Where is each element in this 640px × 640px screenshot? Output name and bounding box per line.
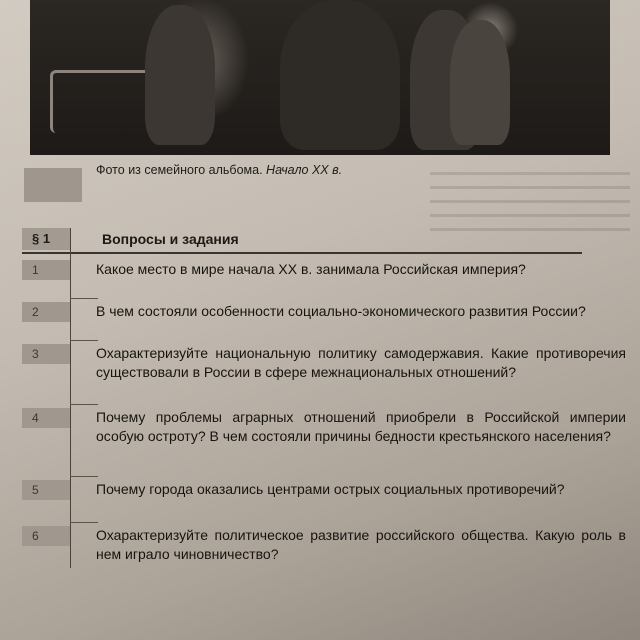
bleed-through-text bbox=[430, 172, 630, 232]
photo-caption bbox=[96, 163, 342, 177]
child-figure-left bbox=[145, 5, 215, 145]
section-number: § 1 bbox=[22, 228, 70, 250]
questions-section bbox=[22, 228, 632, 568]
question-text: Почему города оказались центрами острых социальных противоречий? bbox=[96, 481, 565, 497]
question-number: 2 bbox=[22, 302, 70, 322]
caption-italic: Начало XX в. bbox=[266, 163, 343, 177]
row-separator bbox=[70, 404, 98, 405]
question-text: Почему проблемы аграрных отношений приобрели в Российской империи особую остроту? В чем состояли причины бедности крестьянского населения? bbox=[96, 409, 626, 444]
family-photo bbox=[30, 0, 610, 155]
question-number: 4 bbox=[22, 408, 70, 428]
caption-main: Фото из семейного альбома. bbox=[96, 163, 267, 177]
child-figure-small bbox=[450, 20, 510, 145]
header-rule bbox=[22, 252, 582, 254]
row-separator bbox=[70, 340, 98, 341]
question-number: 6 bbox=[22, 526, 70, 546]
question-text: В чем состояли особенности социально-экономического развития России? bbox=[96, 303, 586, 319]
column-rule bbox=[70, 228, 71, 568]
row-separator bbox=[70, 298, 98, 299]
question-number: 5 bbox=[22, 480, 70, 500]
question-number: 1 bbox=[22, 260, 70, 280]
question-text: Охарактеризуйте национальную политику самодержавия. Какие противоречия существовали в России в сфере межнациональных отношений? bbox=[96, 345, 626, 380]
question-number: 3 bbox=[22, 344, 70, 364]
row-separator bbox=[70, 522, 98, 523]
question-text: Какое место в мире начала XX в. занимала Российская империя? bbox=[96, 261, 526, 277]
row-separator bbox=[70, 476, 98, 477]
question-text: Охарактеризуйте политическое развитие российского общества. Какую роль в нем играло чиновничество? bbox=[96, 527, 626, 562]
adult-figure bbox=[280, 0, 400, 150]
section-title: Вопросы и задания bbox=[102, 231, 239, 247]
chair-shape bbox=[50, 70, 156, 133]
margin-gray-box bbox=[24, 168, 82, 202]
